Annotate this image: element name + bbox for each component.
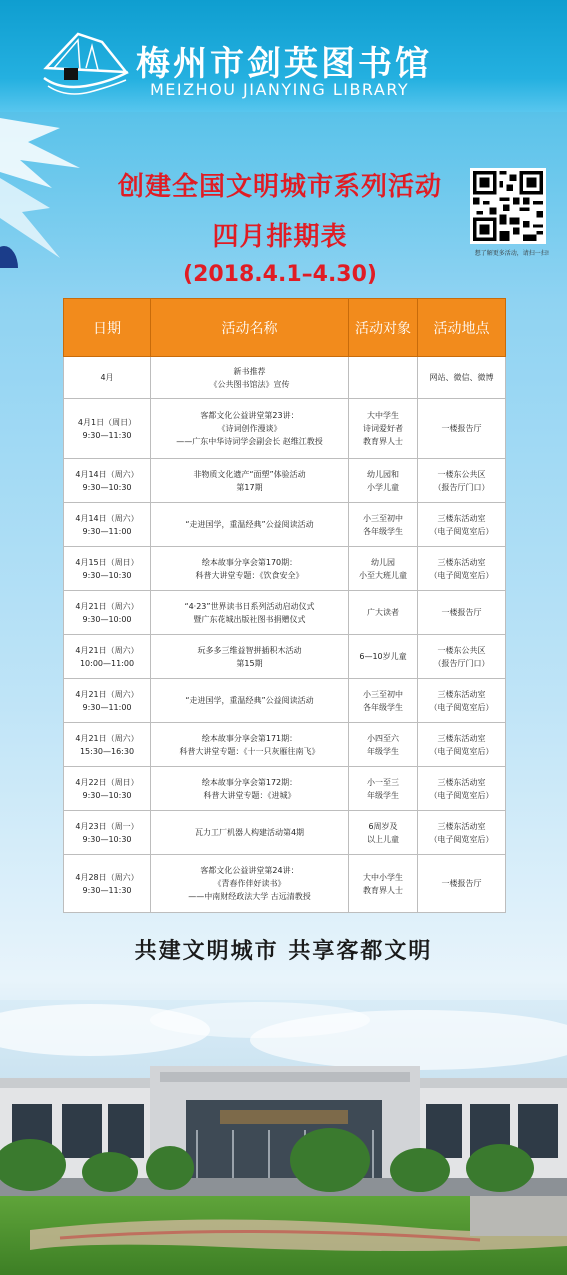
cell-location-line: 三楼东活动室 [437, 733, 486, 743]
table-row [64, 399, 506, 459]
cell-location-line: 网站、微信、微博 [429, 373, 494, 382]
cell-activity-name-line: 绘本故事分享会第172期： [201, 777, 298, 787]
cell-location [418, 547, 506, 591]
header-activity-name: 活动名称 [151, 299, 349, 357]
cell-date-line: 15:30—16:30 [79, 746, 135, 756]
cell-location-line: （电子阅览室后） [429, 570, 494, 580]
cell-location-line: 三楼东活动室 [437, 513, 486, 523]
cell-date-line: 4月21日（周六） [75, 733, 139, 743]
cell-location [418, 679, 506, 723]
cell-target-audience-line: 各年级学生 [363, 702, 403, 712]
cell-date [64, 547, 151, 591]
cell-activity-name-line: 科普大讲堂专题：《进城》 [203, 790, 296, 800]
table-row [64, 547, 506, 591]
header-location: 活动地点 [418, 299, 506, 357]
cell-date [64, 679, 151, 723]
schedule-body [64, 357, 506, 913]
cell-date [64, 811, 151, 855]
cell-target-audience [349, 723, 418, 767]
table-row [64, 459, 506, 503]
cell-activity-name [151, 635, 349, 679]
cell-activity-name-line: “4·23”世界读书日系列活动启动仪式 [184, 601, 315, 611]
table-row [64, 591, 506, 635]
schedule-table [63, 298, 506, 913]
cell-location-line: （电子阅览室后） [429, 746, 494, 756]
cell-activity-name-line: 玩多多三维益智拼插积木活动 [197, 645, 302, 655]
cell-location-line: 三楼东活动室 [437, 557, 486, 567]
cell-activity-name [151, 767, 349, 811]
cell-target-audience-line: 大中小学生 [363, 872, 403, 882]
cell-target-audience-line: 教育界人士 [363, 437, 403, 446]
cell-activity-name-line: 《公共图书馆法》宣传 [209, 379, 290, 389]
cell-location [418, 767, 506, 811]
table-row [64, 767, 506, 811]
cell-location-line: 一楼报告厅 [441, 879, 482, 888]
cell-location [418, 635, 506, 679]
cell-activity-name [151, 459, 349, 503]
cell-date-line: 4月1日（周日） [77, 417, 137, 427]
cell-location-line: 三楼东活动室 [437, 689, 486, 699]
cell-activity-name [151, 679, 349, 723]
cell-activity-name [151, 591, 349, 635]
cell-target-audience [349, 503, 418, 547]
cell-location-line: 一楼东公共区 [437, 469, 486, 479]
cell-location-line: （电子阅览室后） [429, 526, 494, 536]
cell-target-audience-line: 6—10岁儿童 [359, 652, 407, 661]
cell-location-line: （电子阅览室后） [429, 702, 494, 712]
cell-location-line: 一楼报告厅 [441, 424, 482, 433]
cell-location-line: （电子阅览室后） [429, 834, 494, 844]
cell-location [418, 723, 506, 767]
cell-location [418, 591, 506, 635]
cell-location-line: 三楼东活动室 [437, 821, 486, 831]
cell-date-line: 9:30—10:00 [82, 614, 132, 624]
schedule-title: 四月排期表 [212, 222, 348, 252]
header-target-audience: 活动对象 [349, 299, 418, 357]
cell-activity-name-line: 科普大讲堂专题：《饮食安全》 [195, 570, 304, 580]
cell-date [64, 459, 151, 503]
header-date: 日期 [64, 299, 151, 357]
cell-activity-name-line: “走进国学，重温经典”公益阅读活动 [185, 520, 314, 529]
cell-date-line: 4月21日（周六） [75, 645, 139, 655]
cell-target-audience [349, 811, 418, 855]
cell-target-audience-line: 小学儿童 [367, 482, 399, 492]
cell-location-line: 三楼东活动室 [437, 777, 486, 787]
cell-date-line: 4月21日（周六） [75, 601, 139, 611]
table-row [64, 723, 506, 767]
cell-location [418, 503, 506, 547]
qr-code-icon [473, 171, 543, 241]
cell-target-audience-line: 幼儿园和 [367, 469, 399, 479]
cell-target-audience [349, 459, 418, 503]
cell-target-audience-line: 大中学生 [367, 411, 399, 420]
date-range: (2018.4.1–4.30) [183, 262, 377, 287]
cell-target-audience-line: 各年级学生 [363, 526, 403, 536]
cell-target-audience-line: 年级学生 [367, 746, 399, 756]
cell-activity-name-line: 科普大讲堂专题：《十一只灰雁往南飞》 [179, 746, 320, 756]
cell-date-line: 9:30—10:30 [82, 570, 132, 580]
cell-activity-name-line: 第15期 [236, 658, 263, 668]
cell-target-audience-line: 诗词爱好者 [363, 424, 403, 433]
cell-date [64, 635, 151, 679]
table-row [64, 679, 506, 723]
cell-date [64, 767, 151, 811]
cell-date-line: 4月 [100, 373, 114, 382]
cell-activity-name-line: 暨广东花城出版社图书捐赠仪式 [193, 614, 306, 624]
cell-activity-name-line: 《诗词创作漫谈》 [217, 424, 282, 433]
cell-target-audience-line: 教育界人士 [363, 885, 403, 895]
cell-activity-name [151, 855, 349, 913]
cell-activity-name [151, 357, 349, 399]
cell-location [418, 357, 506, 399]
cell-activity-name [151, 723, 349, 767]
cell-date [64, 855, 151, 913]
slogan: 共建文明城市 共享客都文明 [134, 939, 433, 964]
cell-activity-name-line: 绘本故事分享会第170期： [201, 557, 298, 567]
cell-date-line: 4月14日（周六） [75, 469, 139, 479]
cell-location [418, 399, 506, 459]
cell-target-audience [349, 635, 418, 679]
cell-date-line: 4月23日（周一） [75, 821, 139, 831]
cell-activity-name-line: 非物质文化遗产“面塑”体验活动 [193, 469, 306, 479]
cell-activity-name-line: ——广东中华诗词学会副会长 赵维江教授 [176, 437, 323, 446]
cell-date-line: 9:30—11:00 [82, 702, 132, 712]
cell-location [418, 459, 506, 503]
cell-activity-name [151, 811, 349, 855]
cell-activity-name [151, 547, 349, 591]
library-name: 梅州市剑英图书馆 [136, 44, 432, 84]
cell-date-line: 9:30—10:30 [82, 790, 132, 800]
table-row [64, 855, 506, 913]
cell-target-audience [349, 767, 418, 811]
table-row [64, 357, 506, 399]
cell-target-audience-line: 以上儿童 [367, 834, 399, 844]
cell-location-line: 一楼报告厅 [441, 608, 482, 617]
cell-target-audience [349, 591, 418, 635]
cell-date-line: 9:30—11:00 [82, 526, 132, 536]
cell-target-audience [349, 679, 418, 723]
cell-activity-name-line: 瓦力工厂机器人构建活动第4期 [194, 828, 305, 837]
cell-date [64, 399, 151, 459]
cell-target-audience-line: 小一至三 [367, 777, 399, 787]
cell-target-audience-line: 年级学生 [367, 790, 399, 800]
cell-target-audience-line: 小三至初中 [363, 513, 403, 523]
cell-date-line: 4月14日（周六） [75, 513, 139, 523]
header-banner [0, 0, 567, 112]
cell-activity-name-line: 客都文化公益讲堂第24讲： [200, 866, 299, 875]
cell-location [418, 855, 506, 913]
table-row [64, 503, 506, 547]
cell-activity-name-line: “走进国学，重温经典”公益阅读活动 [185, 696, 314, 705]
cell-activity-name-line: 新书推荐 [233, 366, 266, 376]
table-header-row [64, 299, 506, 357]
table-row [64, 635, 506, 679]
cell-date-line: 4月28日（周六） [75, 872, 139, 882]
cell-target-audience-line: 广大读者 [367, 608, 399, 617]
table-row [64, 811, 506, 855]
cell-date [64, 503, 151, 547]
cell-target-audience [349, 547, 418, 591]
cell-activity-name-line: 《青春作伴好读书》 [213, 879, 286, 888]
cell-target-audience [349, 357, 418, 399]
cell-activity-name [151, 503, 349, 547]
cell-target-audience [349, 399, 418, 459]
cell-date-line: 9:30—10:30 [82, 834, 132, 844]
cell-activity-name-line: 第17期 [236, 482, 263, 492]
cell-date-line: 9:30—11:30 [82, 430, 132, 440]
qr-code[interactable] [470, 168, 546, 244]
library-building-illustration [0, 1000, 567, 1275]
cell-location-line: （报告厅门口） [433, 658, 490, 668]
cell-date [64, 591, 151, 635]
cell-location-line: （电子阅览室后） [429, 790, 494, 800]
cell-target-audience-line: 小四至六 [367, 733, 399, 743]
qr-caption: 想了解更多活动，请扫一扫! [474, 250, 550, 257]
cell-date-line: 4月22日（周日） [75, 777, 139, 787]
library-logo-icon [40, 28, 132, 100]
cell-target-audience-line: 幼儿园 [371, 557, 395, 567]
cell-location-line: （报告厅门口） [433, 482, 490, 492]
cell-target-audience-line: 小至大班儿童 [359, 570, 407, 580]
cell-target-audience-line: 6周岁及 [368, 821, 398, 831]
cell-date-line: 10:00—11:00 [79, 658, 135, 668]
cell-activity-name-line: ——中南财经政法大学 古远清教授 [188, 892, 311, 901]
cell-activity-name-line: 绘本故事分享会第171期： [201, 733, 298, 743]
campaign-title: 创建全国文明城市系列活动 [117, 172, 442, 202]
cell-date-line: 4月21日（周六） [75, 689, 139, 699]
cell-activity-name-line: 客都文化公益讲堂第23讲： [200, 411, 299, 420]
library-name-english: MEIZHOU JIANYING LIBRARY [150, 80, 410, 99]
cell-date-line: 9:30—11:30 [82, 885, 132, 895]
cell-date-line: 4月15日（周日） [75, 557, 139, 567]
cell-activity-name [151, 399, 349, 459]
cell-date [64, 723, 151, 767]
cell-target-audience [349, 855, 418, 913]
cell-location-line: 一楼东公共区 [437, 645, 486, 655]
cell-target-audience-line: 小三至初中 [363, 689, 403, 699]
cell-location [418, 811, 506, 855]
cell-date [64, 357, 151, 399]
cell-date-line: 9:30—10:30 [82, 482, 132, 492]
